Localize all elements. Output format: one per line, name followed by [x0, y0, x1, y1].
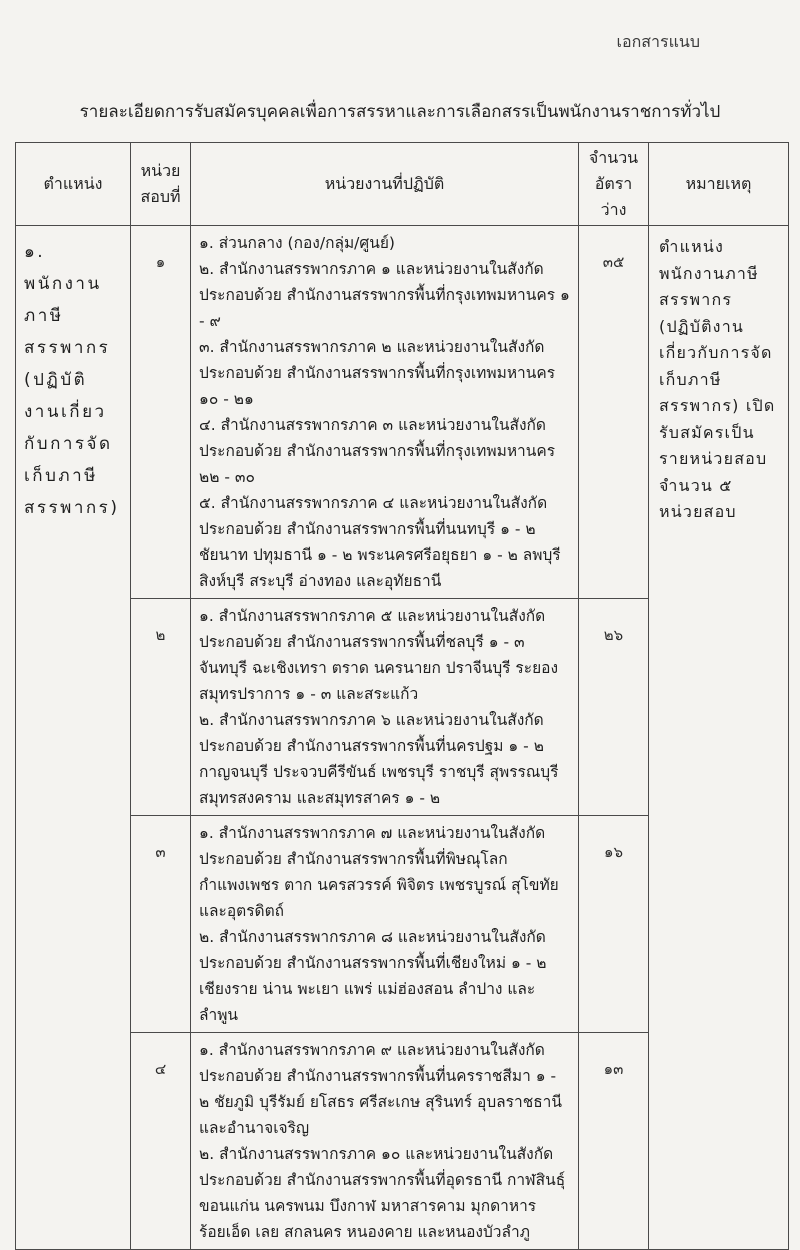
- recruitment-table: [15, 142, 789, 1250]
- remarks-cell: ตำแหน่งพนักงานภาษีสรรพากร (ปฏิบัติงานเกี่ยวกับการจัดเก็บภาษีสรรพากร) เปิดรับสมัครเป็นรายหน่วยสอบจำนวน ๕ หน่วยสอบ: [649, 226, 789, 1250]
- work-unit-item: ๕. สำนักงานสรรพากรภาค ๔ และหน่วยงานในสังกัด ประกอบด้วย สำนักงานสรรพากรพื้นที่นนทบุรี ๑ - ๒ ชัยนาท ปทุมธานี ๑ - ๒ พระนครศรีอยุธยา ๑ - ๒ ลพบุรี สิงห์บุรี สระบุรี อ่างทอง และอุทัยธานี: [199, 494, 561, 590]
- exam-unit-cell: ๑: [131, 226, 191, 599]
- header-exam-unit: หน่วยสอบที่: [131, 143, 191, 226]
- exam-unit-cell: ๔: [131, 1033, 191, 1250]
- header-work-unit: หน่วยงานที่ปฏิบัติ: [191, 143, 579, 226]
- vacancies-cell: ๑๓: [579, 1033, 649, 1250]
- work-unit-cell: [191, 599, 579, 816]
- work-unit-cell: [191, 226, 579, 599]
- work-unit-item: ๑. สำนักงานสรรพากรภาค ๗ และหน่วยงานในสังกัด ประกอบด้วย สำนักงานสรรพากรพื้นที่พิษณุโลก กำแพงเพชร ตาก นครสวรรค์ พิจิตร เพชรบูรณ์ สุโขทัย และอุตรดิตถ์: [199, 824, 559, 920]
- vacancies-cell: ๓๕: [579, 226, 649, 599]
- vacancies-cell: ๒๖: [579, 599, 649, 816]
- work-unit-cell: [191, 816, 579, 1033]
- work-unit-cell: [191, 1033, 579, 1250]
- work-unit-item: ๒. สำนักงานสรรพากรภาค ๑ และหน่วยงานในสังกัด ประกอบด้วย สำนักงานสรรพากรพื้นที่กรุงเทพมหานคร ๑ - ๙: [199, 260, 570, 330]
- work-unit-item: ๓. สำนักงานสรรพากรภาค ๒ และหน่วยงานในสังกัด ประกอบด้วย สำนักงานสรรพากรพื้นที่กรุงเทพมหานคร ๑๐ - ๒๑: [199, 338, 556, 408]
- work-unit-item: ๑. สำนักงานสรรพากรภาค ๙ และหน่วยงานในสังกัด ประกอบด้วย สำนักงานสรรพากรพื้นที่นครราชสีมา ๑ - ๒ ชัยภูมิ บุรีรัมย์ ยโสธร ศรีสะเกษ สุรินทร์ อุบลราชธานี และอำนาจเจริญ: [199, 1041, 562, 1137]
- vacancies-cell: ๑๖: [579, 816, 649, 1033]
- corner-note: เอกสารแนบ: [616, 32, 700, 51]
- header-vacancies: จำนวนอัตราว่าง: [579, 143, 649, 226]
- header-remarks: หมายเหตุ: [649, 143, 789, 226]
- position-cell: ๑. พนักงานภาษีสรรพากร (ปฏิบัติงานเกี่ยวกับการจัดเก็บภาษีสรรพากร): [16, 226, 131, 1250]
- work-unit-item: ๒. สำนักงานสรรพากรภาค ๘ และหน่วยงานในสังกัด ประกอบด้วย สำนักงานสรรพากรพื้นที่เชียงใหม่ ๑ - ๒ เชียงราย น่าน พะเยา แพร่ แม่ฮ่องสอน ลำปาง และลำพูน: [199, 928, 547, 1024]
- exam-unit-cell: ๓: [131, 816, 191, 1033]
- work-unit-item: ๒. สำนักงานสรรพากรภาค ๑๐ และหน่วยงานในสังกัด ประกอบด้วย สำนักงานสรรพากรพื้นที่อุดรธานี กาฬสินธุ์ ขอนแก่น นครพนม บึงกาฬ มหาสารคาม มุกดาหาร ร้อยเอ็ด เลย สกลนคร หนองคาย และหนองบัวลำภู: [199, 1145, 566, 1241]
- work-unit-item: ๔. สำนักงานสรรพากรภาค ๓ และหน่วยงานในสังกัด ประกอบด้วย สำนักงานสรรพากรพื้นที่กรุงเทพมหานคร ๒๒ - ๓๐: [199, 416, 556, 486]
- exam-unit-cell: ๒: [131, 599, 191, 816]
- work-unit-item: ๑. สำนักงานสรรพากรภาค ๕ และหน่วยงานในสังกัด ประกอบด้วย สำนักงานสรรพากรพื้นที่ชลบุรี ๑ - ๓ จันทบุรี ฉะเชิงเทรา ตราด นครนายก ปราจีนบุรี ระยอง สมุทรปราการ ๑ - ๓ และสระแก้ว: [199, 607, 559, 703]
- table-header-row: [16, 143, 789, 226]
- header-position: ตำแหน่ง: [16, 143, 131, 226]
- page-title: รายละเอียดการรับสมัครบุคคลเพื่อการสรรหาและการเลือกสรรเป็นพนักงานราชการทั่วไป: [79, 102, 721, 122]
- table-row: [16, 226, 789, 599]
- work-unit-item: ๑. ส่วนกลาง (กอง/กลุ่ม/ศูนย์): [199, 234, 395, 252]
- work-unit-item: ๒. สำนักงานสรรพากรภาค ๖ และหน่วยงานในสังกัด ประกอบด้วย สำนักงานสรรพากรพื้นที่นครปฐม ๑ - ๒ กาญจนบุรี ประจวบคีรีขันธ์ เพชรบุรี ราชบุรี สุพรรณบุรี สมุทรสงคราม และสมุทรสาคร ๑ - ๒: [199, 711, 559, 807]
